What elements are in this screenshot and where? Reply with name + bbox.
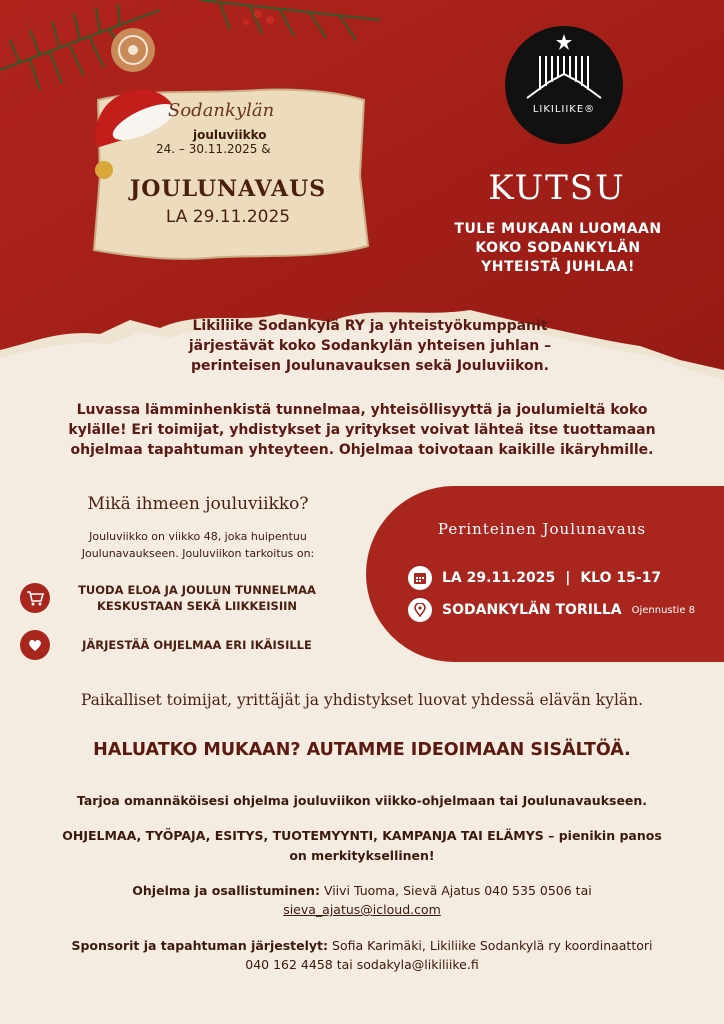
intro-line: ohjelmaa tapahtuman yhteyteen. Ohjelmaa toivotaan kaikille ikäryhmille.: [70, 442, 654, 458]
text-line: Jouluviikko on viikko 48, joka huipentuu: [89, 530, 307, 543]
main-title: JOULUNAVAUS: [129, 176, 327, 202]
event-location-row: [408, 598, 695, 622]
contact-label: Ohjelma ja osallistuminen:: [132, 883, 320, 898]
bullet-text: [62, 582, 332, 614]
jouluviikko-text: [40, 528, 356, 562]
event-datetime-row: [408, 566, 661, 590]
shopping-cart-icon: [20, 583, 50, 613]
sponsor-label: Sponsorit ja tapahtuman järjestelyt:: [71, 938, 329, 953]
intro-line: Luvassa lämminhenkistä tunnelmaa, yhteisöllisyyttä ja joulumieltä koko: [76, 402, 648, 418]
week-dates: 24. – 30.11.2025 &: [156, 142, 271, 156]
contact-email-link[interactable]: sieva_ajatus@icloud.com: [283, 902, 441, 917]
event-address: Ojennustie 8: [631, 604, 696, 616]
sponsor-text: Sofia Karimäki, Likiliike Sodankylä ry koordinaattori: [332, 938, 653, 953]
intro-paragraph: [160, 316, 580, 376]
parchment-text: [88, 86, 370, 264]
star-mountain-icon: [505, 26, 623, 144]
intro-line: kylälle! Eri toimijat, yhdistykset ja yritykset voivat lähteä itse tuottamaan: [68, 422, 656, 438]
event-title: Perinteinen Joulunavaus: [437, 520, 647, 538]
likiliike-logo: [505, 26, 623, 144]
intro-line: järjestävät koko Sodankylän yhteisen juhlan –: [188, 338, 552, 354]
heart-icon: [20, 630, 50, 660]
main-date: LA 29.11.2025: [165, 207, 291, 227]
intro-paragraph-2: [30, 400, 694, 460]
invite-title: KUTSU: [488, 168, 626, 208]
event-time: KLO 15-17: [580, 570, 662, 586]
offer-text: Tarjoa omannäköisesi ohjelma jouluviikon viikko-ohjelmaan tai Joulunavaukseen.: [76, 793, 648, 808]
program-types-text: [20, 826, 704, 866]
sponsor-contact: 040 162 4458 tai sodakyla@likiliike.fi: [245, 957, 479, 972]
event-separator: |: [565, 570, 571, 586]
event-date: LA 29.11.2025: [442, 570, 556, 586]
bullet-line: TUODA ELOA JA JOULUN TUNNELMAA: [78, 583, 316, 597]
calendar-icon: [408, 566, 432, 590]
gingerbread-cookie: [111, 28, 155, 72]
invite-subtitle: [428, 220, 688, 277]
bullet-item-2: [20, 630, 332, 660]
contact-info: [20, 881, 704, 919]
bullet-item-1: [20, 582, 332, 614]
paikalliset-text: Paikalliset toimijat, yrittäjät ja yhdistykset luovat yhdessä elävän kylän.: [80, 691, 644, 709]
invite-line: KOKO SODANKYLÄN: [475, 240, 641, 256]
invite-line: YHTEISTÄ JUHLAA!: [481, 259, 635, 275]
text-line: on merkityksellinen!: [289, 848, 435, 863]
logo-label: LIKILIIKE®: [532, 104, 596, 115]
bullet-line: KESKUSTAAN SEKÄ LIIKKEISIIN: [96, 599, 298, 613]
bullet-text: JÄRJESTÄÄ OHJELMAA ERI IKÄISILLE: [82, 638, 312, 652]
text-line: Joulunavaukseen. Jouluviikon tarkoitus on:: [81, 547, 315, 560]
intro-line: perinteisen Joulunavauksen sekä Jouluviikon.: [191, 358, 549, 374]
contact-text: Viivi Tuoma, Sievä Ajatus 040 535 0506 tai: [323, 883, 592, 898]
script-title: Sodankylän: [168, 100, 275, 121]
invite-line: TULE MUKAAN LUOMAAN: [454, 221, 662, 237]
intro-line: Likiliike Sodankylä RY ja yhteistyökumppanit: [192, 318, 548, 334]
location-pin-icon: [408, 598, 432, 622]
call-to-action-heading: HALUATKO MUKAAN? AUTAMME IDEOIMAAN SISÄLTÖÄ.: [93, 740, 631, 760]
event-place: SODANKYLÄN TORILLA: [442, 602, 622, 618]
jouluviikko-title: Mikä ihmeen jouluviikko?: [87, 494, 309, 514]
text-line: OHJELMAA, TYÖPAJA, ESITYS, TUOTEMYYNTI, KAMPANJA TAI ELÄMYS – pienikin panos: [62, 828, 662, 843]
sponsor-info: [20, 936, 704, 974]
week-label: jouluviikko: [193, 128, 267, 142]
